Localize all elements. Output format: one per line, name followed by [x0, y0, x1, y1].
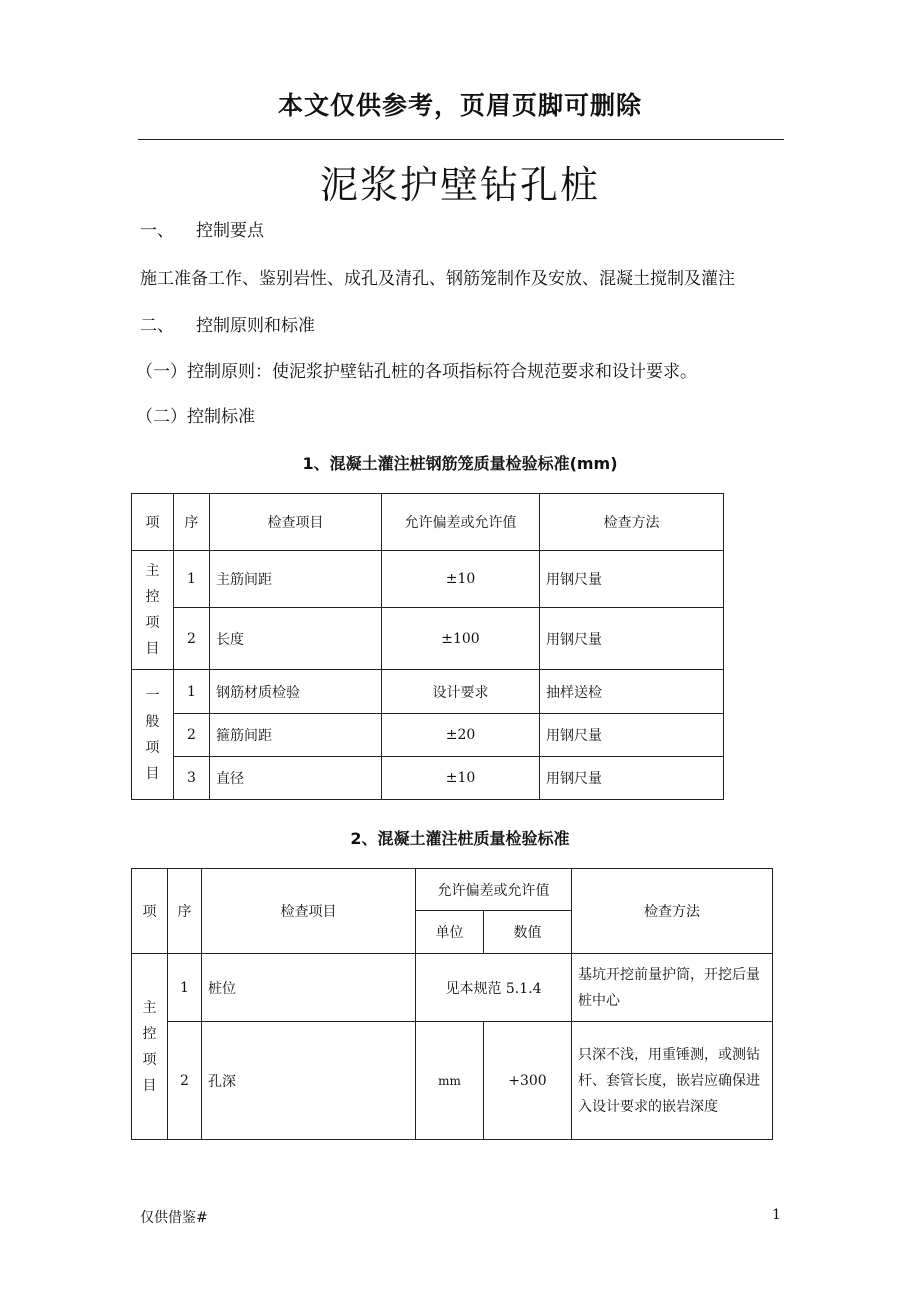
row-method: 用钢尺量: [540, 714, 724, 757]
row-method: 抽样送检: [540, 670, 724, 714]
section-2-heading: [140, 311, 315, 336]
table-row: [132, 757, 724, 800]
control-standard-paragraph: （二）控制标准: [136, 407, 255, 427]
row-tolerance: ±10: [382, 757, 540, 800]
row-item: 桩位: [202, 954, 416, 1022]
row-value: +300: [484, 1022, 572, 1140]
row-method: 用钢尺量: [540, 551, 724, 608]
section-1-number: 一、: [140, 221, 174, 241]
section-2-label: 控制原则和标准: [196, 316, 315, 336]
header-note: 本文仅供参考，页眉页脚可删除: [277, 91, 642, 120]
row-no: 1: [174, 551, 210, 608]
rebar-cage-table: [131, 493, 724, 800]
table-row: [132, 1022, 773, 1140]
row-item: 箍筋间距: [210, 714, 382, 757]
header-value: 数值: [484, 911, 572, 954]
footer-note: 仅供借鉴#: [140, 1210, 208, 1226]
row-unit: mm: [416, 1022, 484, 1140]
row-method: 用钢尺量: [540, 608, 724, 670]
row-no: 3: [174, 757, 210, 800]
header-tolerance: 允许偏差或允许值: [416, 869, 572, 911]
row-no: 2: [174, 714, 210, 757]
table-row: [132, 670, 724, 714]
header-divider: [138, 139, 784, 140]
section-2-number: 二、: [140, 316, 174, 336]
row-no: 1: [168, 954, 202, 1022]
row-method: 只深不浅，用重锤测，或测钻杆、套管长度，嵌岩应确保进入设计要求的嵌岩深度: [572, 1022, 773, 1140]
table-header-row: [132, 494, 724, 551]
header-method: 检查方法: [572, 869, 773, 954]
group-general: 一般项目: [132, 670, 174, 800]
table-row: [132, 608, 724, 670]
section-1-label: 控制要点: [196, 221, 264, 241]
control-principle-paragraph: （一）控制原则：使泥浆护壁钻孔桩的各项指标符合规范要求和设计要求。: [136, 362, 697, 382]
table-header-row: [132, 869, 773, 911]
row-item: 长度: [210, 608, 382, 670]
row-tolerance: ±10: [382, 551, 540, 608]
section-1-body: 施工准备工作、鉴别岩性、成孔及清孔、钢筋笼制作及安放、混凝土搅制及灌注: [140, 269, 735, 289]
row-tolerance: 设计要求: [382, 670, 540, 714]
table-row: [132, 954, 773, 1022]
header-xiang: 项: [132, 869, 168, 954]
row-no: 2: [174, 608, 210, 670]
row-item: 钢筋材质检验: [210, 670, 382, 714]
header-xu: 序: [168, 869, 202, 954]
document-title: 泥浆护壁钻孔桩: [319, 163, 600, 207]
table-2-caption: 2、混凝土灌注桩质量检验标准: [350, 829, 570, 848]
header-xu: 序: [174, 494, 210, 551]
section-1-heading: [140, 216, 264, 241]
row-item: 孔深: [202, 1022, 416, 1140]
header-item: 检查项目: [210, 494, 382, 551]
row-no: 1: [174, 670, 210, 714]
page-number: 1: [772, 1207, 781, 1223]
table-1-caption: 1、混凝土灌注桩钢筋笼质量检验标准(mm): [302, 454, 618, 473]
header-tolerance: 允许偏差或允许值: [382, 494, 540, 551]
row-item: 直径: [210, 757, 382, 800]
row-tolerance: ±20: [382, 714, 540, 757]
group-main-control: 主控项目: [132, 954, 168, 1140]
table-row: [132, 551, 724, 608]
header-unit: 单位: [416, 911, 484, 954]
header-method: 检查方法: [540, 494, 724, 551]
row-tolerance-merged: 见本规范 5.1.4: [416, 954, 572, 1022]
header-xiang: 项: [132, 494, 174, 551]
pile-quality-table: [131, 868, 773, 1140]
group-main-control: 主控项目: [132, 551, 174, 670]
header-item: 检查项目: [202, 869, 416, 954]
row-method: 基坑开挖前量护筒，开挖后量桩中心: [572, 954, 773, 1022]
row-method: 用钢尺量: [540, 757, 724, 800]
row-no: 2: [168, 1022, 202, 1140]
row-item: 主筋间距: [210, 551, 382, 608]
table-row: [132, 714, 724, 757]
row-tolerance: ±100: [382, 608, 540, 670]
